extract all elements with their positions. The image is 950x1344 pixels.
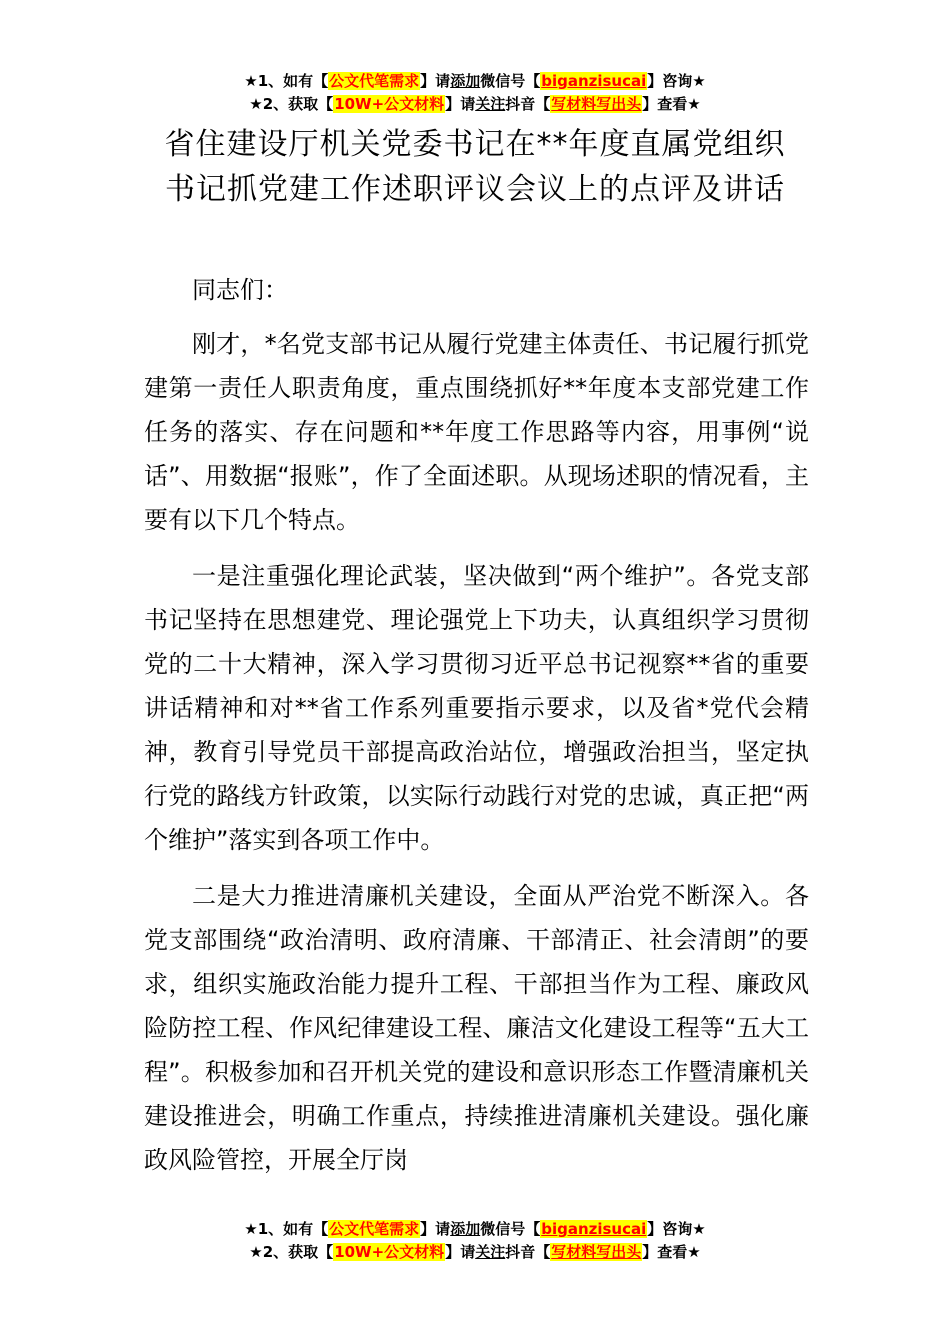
promo-highlight: 10W+公文材料 [334, 1243, 445, 1261]
promo-text: 微信号【 [480, 72, 541, 90]
document-body [144, 268, 809, 1194]
wechat-id-link[interactable]: biganzisucai [541, 1220, 647, 1238]
wechat-id-link[interactable]: biganzisucai [541, 72, 647, 90]
promo-text: ★2、获取【 [249, 1243, 334, 1261]
promo-underlined-text: 添加 [450, 72, 481, 90]
promo-underlined-text: 关注 [475, 1243, 506, 1261]
promo-text: 】请 [420, 72, 451, 90]
promo-text: 微信号【 [480, 1220, 541, 1238]
promo-highlight: 公文代笔需求 [329, 72, 420, 90]
promo-underlined-text: 关注 [475, 95, 506, 113]
promo-line-1 [0, 1218, 950, 1241]
promo-text: ★1、如有【 [244, 72, 329, 90]
paragraph-2: 一是注重强化理论武装，坚决做到“两个维护”。各党支部书记坚持在思想建党、理论强党上下功夫，认真组织学习贯彻党的二十大精神，深入学习贯彻习近平总书记视察**省的重要讲话精神和对**省工作系列重要指示要求，以及省*党代会精神，教育引导党员干部提高政治站位，增强政治担当，坚定执行党的路线方针政策，以实际行动践行对党的忠诚，真正把“两个维护”落实到各项工作中。 [144, 562, 809, 854]
promo-text: 】请 [420, 1220, 451, 1238]
promo-underlined-text: 添加 [450, 1220, 481, 1238]
promo-line-2 [0, 1241, 950, 1264]
promo-highlight: 10W+公文材料 [334, 95, 445, 113]
promo-text: ★1、如有【 [244, 1220, 329, 1238]
promo-text: 】请 [445, 1243, 476, 1261]
promo-text: 抖音【 [505, 1243, 551, 1261]
paragraph-1: 刚才，*名党支部书记从履行党建主体责任、书记履行抓党建第一责任人职责角度，重点围绕抓好**年度本支部党建工作任务的落实、存在问题和**年度工作思路等内容，用事例“说话”、用数据“报账”，作了全面述职。从现场述职的情况看，主要有以下几个特点。 [144, 330, 809, 534]
promo-line-1 [0, 70, 950, 93]
greeting: 同志们： [192, 276, 288, 304]
douyin-account-link[interactable]: 写材料写出头 [551, 1243, 642, 1261]
promo-text: ★2、获取【 [249, 95, 334, 113]
paragraph-3: 二是大力推进清廉机关建设，全面从严治党不断深入。各党支部围绕“政治清明、政府清廉、干部清正、社会清朗”的要求，组织实施政治能力提升工程、干部担当作为工程、廉政风险防控工程、作风纪律建设工程、廉洁文化建设工程等“五大工程”。积极参加和召开机关党的建设和意识形态工作暨清廉机关建设推进会，明确工作重点，持续推进清廉机关建设。强化廉政风险管控，开展全厅岗 [144, 882, 809, 1174]
promo-line-2 [0, 93, 950, 116]
douyin-account-link[interactable]: 写材料写出头 [551, 95, 642, 113]
promo-text: 】查看★ [642, 1243, 701, 1261]
promo-highlight: 公文代笔需求 [329, 1220, 420, 1238]
promo-text: 抖音【 [505, 95, 551, 113]
promo-text: 】请 [445, 95, 476, 113]
promo-text: 】查看★ [642, 95, 701, 113]
promo-text: 】咨询★ [647, 72, 706, 90]
document-title: 省住建设厅机关党委书记在**年度直属党组织书记抓党建工作述职评议会议上的点评及讲话 [164, 127, 786, 207]
bottom-promo-banner [0, 1218, 950, 1264]
top-promo-banner [0, 70, 950, 116]
promo-text: 】咨询★ [647, 1220, 706, 1238]
